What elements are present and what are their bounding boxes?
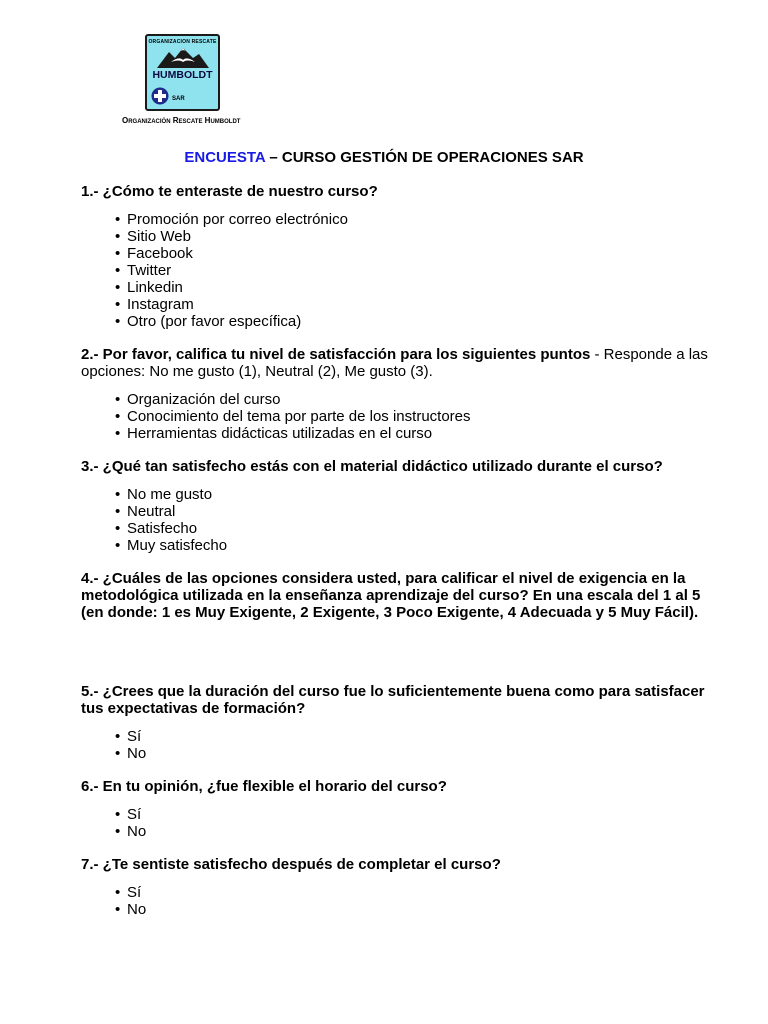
question-6: 6.- En tu opinión, ¿fue flexible el horario del curso? [81, 778, 447, 795]
option-item: • Promoción por correo electrónico [127, 211, 711, 228]
option-item: • Organización del curso [127, 391, 711, 408]
option-item: • Muy satisfecho [127, 537, 711, 554]
logo-top-text: ORGANIZACION RESCATE [148, 39, 217, 45]
option-item: • Twitter [127, 262, 711, 279]
rescue-cross-icon [151, 87, 169, 105]
question-2 [81, 346, 711, 380]
question-3: 3.- ¿Qué tan satisfecho estás con el material didáctico utilizado durante el curso? [81, 458, 663, 475]
question-5: 5.- ¿Crees que la duración del curso fue lo suficientemente buena como para satisfacer tus expectativas de formación? [81, 683, 705, 717]
option-item: • Sí [127, 884, 711, 901]
logo-name: HUMBOLDT [152, 69, 213, 81]
question-6-options [81, 806, 711, 840]
option-item: • Facebook [127, 245, 711, 262]
option-item: • Sitio Web [127, 228, 711, 245]
question-4: 4.- ¿Cuáles de las opciones considera usted, para calificar el nivel de exigencia en la metodológica utilizada en la enseñanza aprendizaje del curso? En una escala del 1 al 5 (en donde: 1 es Muy Exigente, 2 Exigente, 3 Poco Exigente, 4 Adecuada y 5 Muy Fácil). [81, 570, 701, 621]
option-item: • No me gusto [127, 486, 711, 503]
option-item: • No [127, 745, 711, 762]
question-7: 7.- ¿Te sentiste satisfecho después de completar el curso? [81, 856, 501, 873]
question-3-options [81, 486, 711, 554]
page-title [0, 149, 768, 166]
logo-sar-text: SAR [172, 96, 185, 102]
survey-content [81, 183, 711, 918]
option-item: • Neutral [127, 503, 711, 520]
option-item: • Conocimiento del tema por parte de los instructores [127, 408, 711, 425]
org-caption: Organización Rescate Humboldt [122, 116, 241, 125]
option-item: • No [127, 823, 711, 840]
question-2-options [81, 391, 711, 442]
title-rest: – CURSO GESTIÓN DE OPERACIONES SAR [265, 149, 584, 166]
option-item: • Linkedin [127, 279, 711, 296]
mountain-bird-icon [157, 46, 209, 68]
option-item: • Sí [127, 806, 711, 823]
option-item: • Herramientas didácticas utilizadas en el curso [127, 425, 711, 442]
option-item: • No [127, 901, 711, 918]
option-item: • Sí [127, 728, 711, 745]
organization-logo [145, 34, 220, 111]
question-1: 1.- ¿Cómo te enteraste de nuestro curso? [81, 183, 378, 200]
question-5-options [81, 728, 711, 762]
option-item: • Otro (por favor específica) [127, 313, 711, 330]
question-7-options [81, 884, 711, 918]
title-keyword: ENCUESTA [184, 149, 266, 166]
question-1-options [81, 211, 711, 330]
question-2-note: - Responde a las opciones: No me gusto (1), Neutral (2), Me gusto (3). [81, 346, 708, 380]
option-item: • Instagram [127, 296, 711, 313]
question-2-text: 2.- Por favor, califica tu nivel de satisfacción para los siguientes puntos [81, 346, 591, 363]
option-item: • Satisfecho [127, 520, 711, 537]
